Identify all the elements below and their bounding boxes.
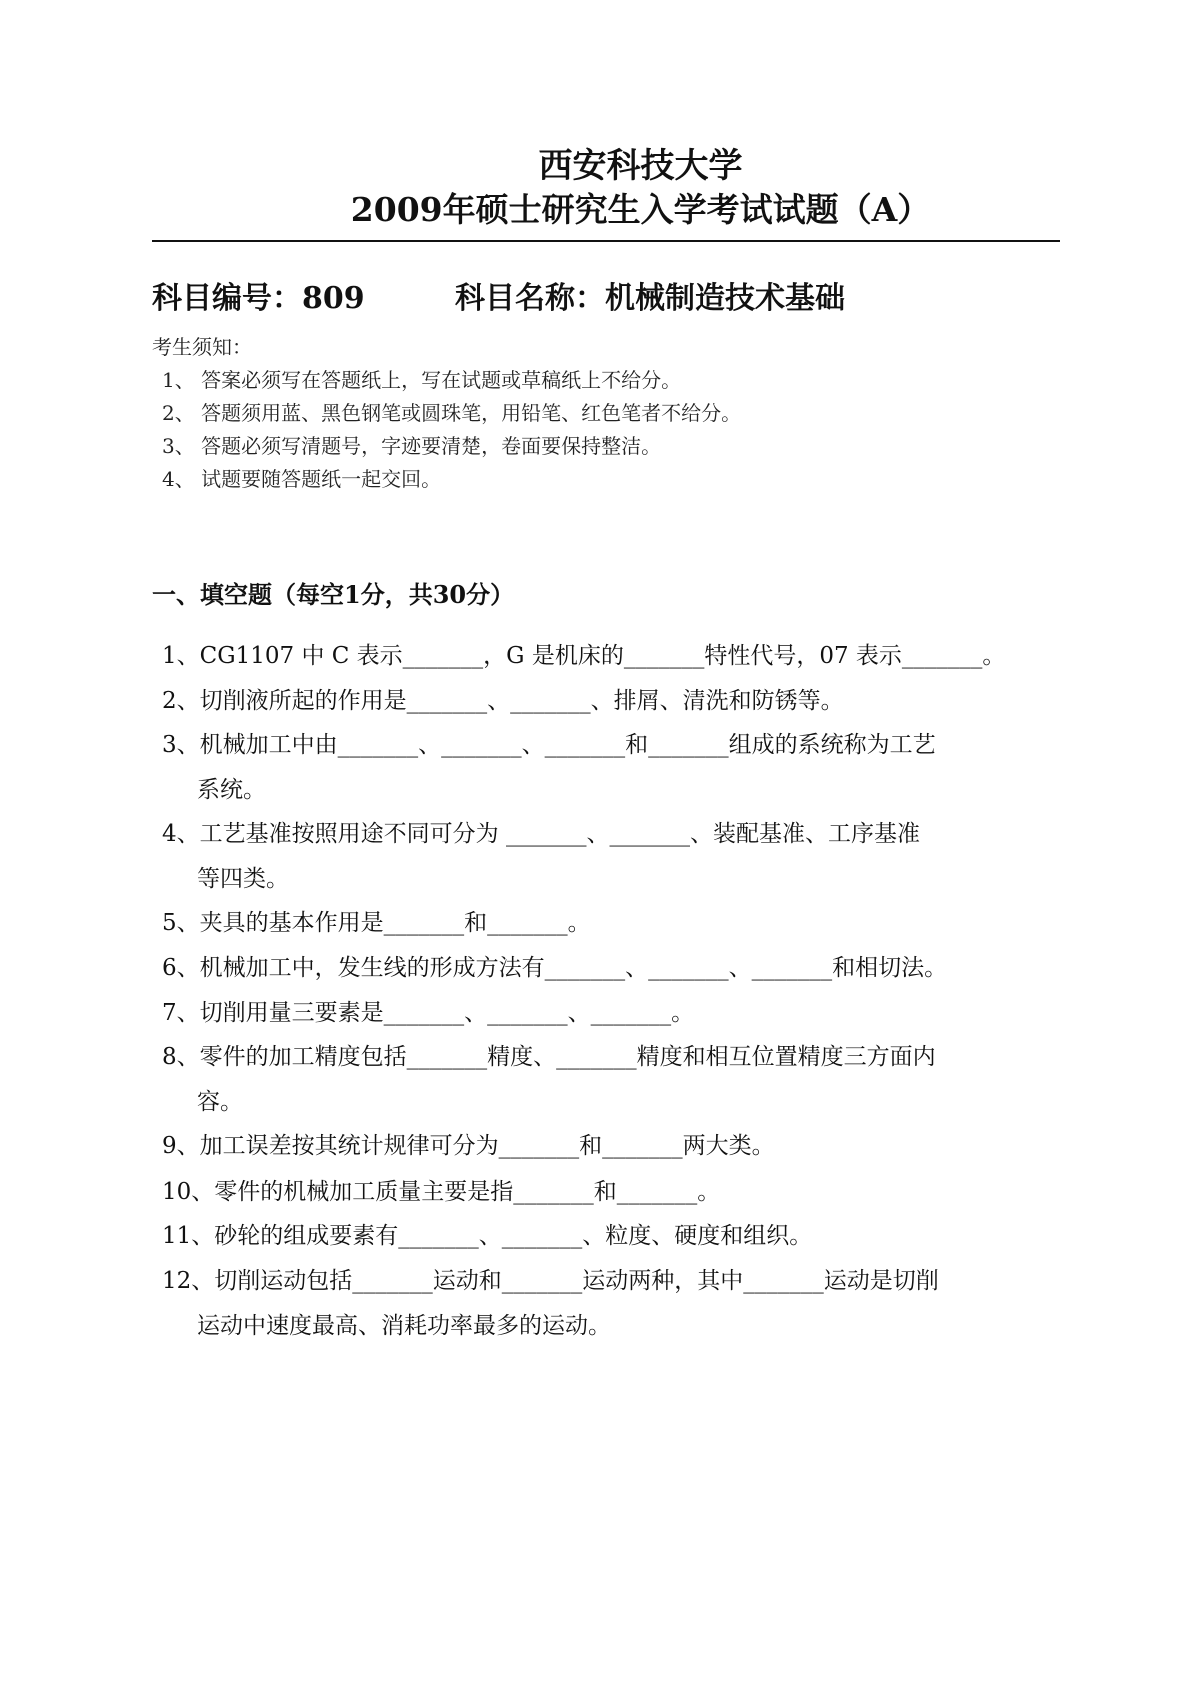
notice-title: 考生须知：	[152, 335, 252, 359]
question-6: 6、机械加工中，发生线的形成方法有_______、_______、_______和相切法。	[162, 955, 948, 981]
question-2: 2、切削液所起的作用是_______、_______、排屑、清洗和防锈等。	[162, 688, 844, 714]
question-3-continued: 系统。	[197, 777, 266, 803]
question-4: 4、工艺基准按照用途不同可分为 _______、_______、装配基准、工序基准	[162, 821, 920, 847]
question-9: 9、加工误差按其统计规律可分为_______和_______两大类。	[162, 1133, 775, 1159]
section-heading: 一、填空题（每空1分，共30分）	[152, 580, 515, 609]
question-5: 5、夹具的基本作用是_______和_______。	[162, 910, 591, 936]
question-4-continued: 等四类。	[197, 866, 289, 892]
question-12: 12、切削运动包括_______运动和_______运动两种，其中_______运动是切削	[162, 1268, 939, 1294]
subject-code: 科目编号：809	[152, 281, 365, 316]
university-title: 西安科技大学	[538, 146, 743, 186]
question-8: 8、零件的加工精度包括_______精度、_______精度和相互位置精度三方面内	[162, 1044, 936, 1070]
question-8-continued: 容。	[197, 1089, 243, 1115]
question-10: 10、零件的机械加工质量主要是指_______和_______。	[162, 1179, 721, 1205]
question-12-continued: 运动中速度最高、消耗功率最多的运动。	[197, 1313, 611, 1339]
question-1: 1、CG1107 中 C 表示_______，G 是机床的_______特性代号，07 表示_______。	[162, 643, 1006, 669]
notice-item: 3、 答题必须写清题号，字迹要清楚，卷面要保持整洁。	[162, 434, 662, 458]
header-divider	[152, 240, 1060, 242]
notice-item: 4、 试题要随答题纸一起交回。	[162, 467, 442, 491]
question-11: 11、砂轮的组成要素有_______、_______、粒度、硬度和组织。	[162, 1223, 813, 1249]
question-7: 7、切削用量三要素是_______、_______、_______。	[162, 1000, 695, 1026]
notice-item: 1、 答案必须写在答题纸上，写在试题或草稿纸上不给分。	[162, 368, 682, 392]
exam-title: 2009年硕士研究生入学考试试题（A）	[350, 190, 931, 229]
notice-item: 2、 答题须用蓝、黑色钢笔或圆珠笔，用铅笔、红色笔者不给分。	[162, 401, 742, 425]
question-3: 3、机械加工中由_______、_______、_______和_______组成的系统称为工艺	[162, 732, 936, 758]
subject-name: 科目名称：机械制造技术基础	[455, 281, 845, 316]
